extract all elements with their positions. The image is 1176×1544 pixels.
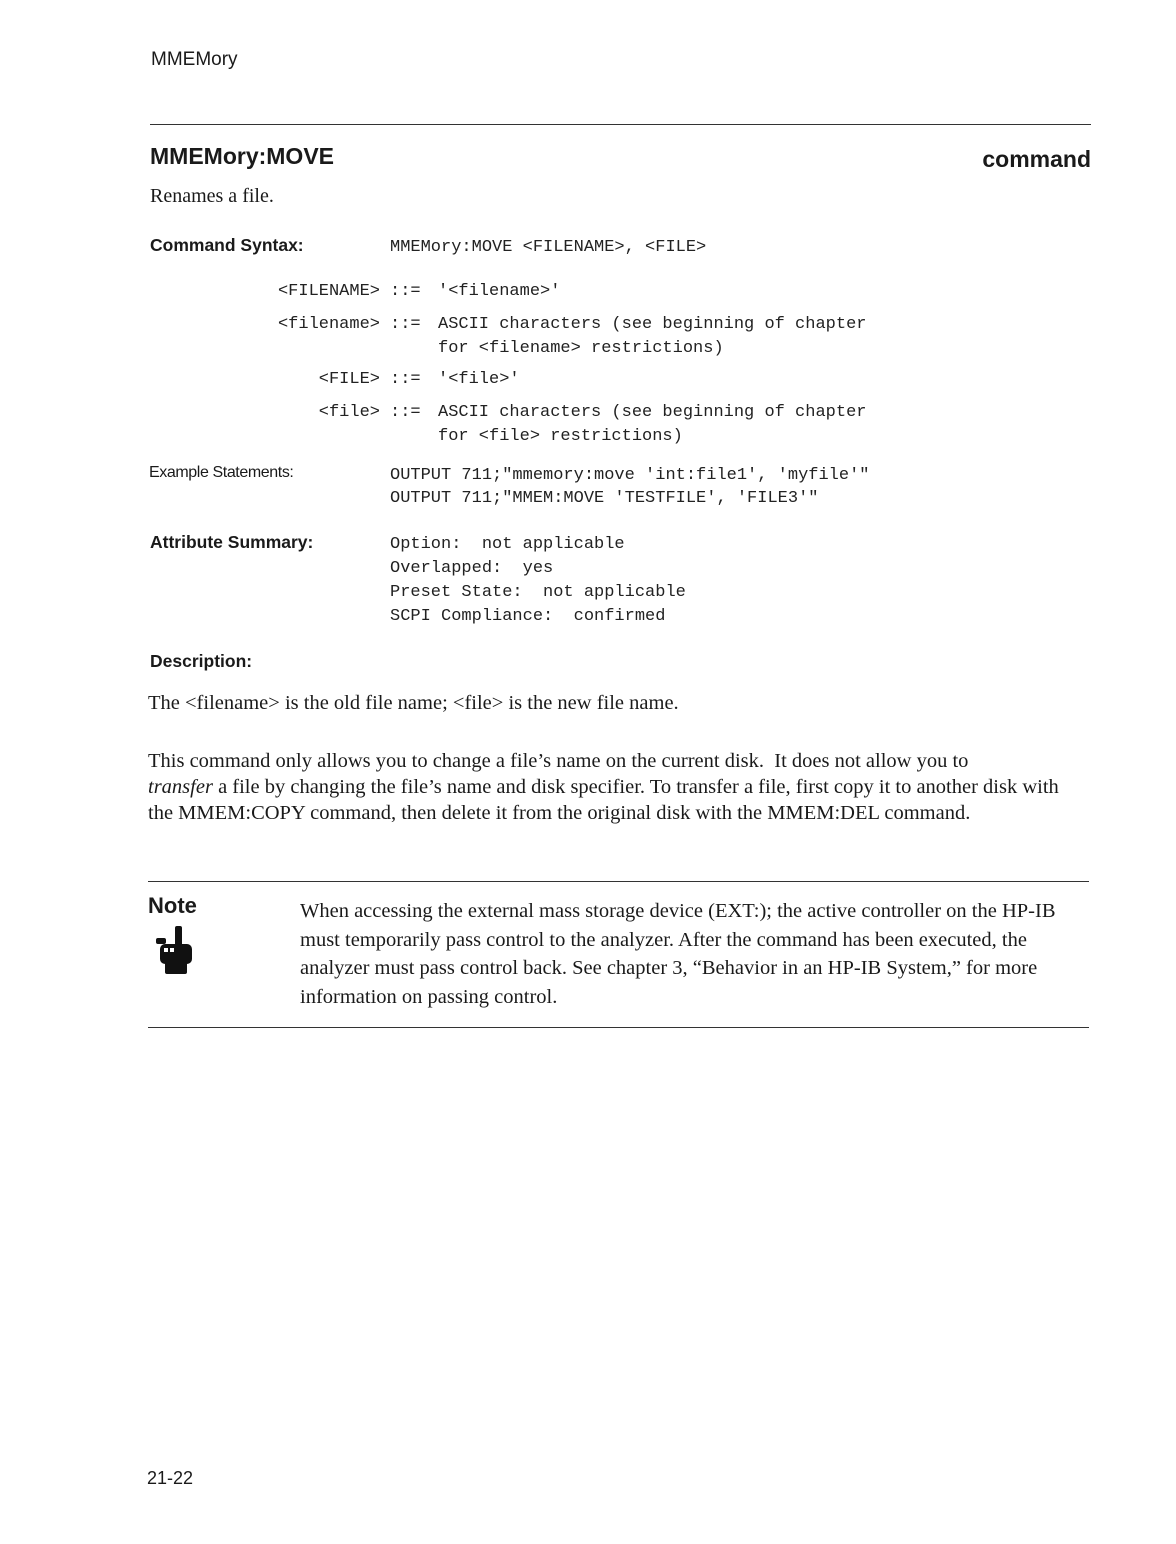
description-label: Description: xyxy=(150,651,253,671)
definition-term: <file> xyxy=(318,403,380,422)
definition-value-continued: for <file> restrictions) xyxy=(438,427,683,446)
command-syntax-label: Command Syntax: xyxy=(150,235,304,255)
example-statement: OUTPUT 711;"mmemory:move 'int:file1', 'myfile'" xyxy=(390,466,870,485)
attribute-line: SCPI Compliance: confirmed xyxy=(390,607,666,626)
command-syntax-value: MMEMory:MOVE <FILENAME>, <FILE> xyxy=(390,238,707,257)
definition-operator: ::= xyxy=(390,315,421,334)
command-type-label: command xyxy=(982,146,1091,172)
emphasis-transfer: transfer xyxy=(148,776,213,798)
attribute-line: Preset State: not applicable xyxy=(390,583,686,602)
definition-value: ASCII characters (see beginning of chapter xyxy=(438,403,867,422)
definition-value-continued: for <filename> restrictions) xyxy=(438,339,724,358)
example-statements-label: Example Statements: xyxy=(149,464,294,481)
pointing-hand-icon xyxy=(150,924,200,976)
top-rule xyxy=(150,124,1091,125)
definition-value: '<file>' xyxy=(438,370,520,389)
definition-term: <FILE> xyxy=(318,370,380,389)
command-title: MMEMory:MOVE xyxy=(150,143,334,169)
attribute-summary-label: Attribute Summary: xyxy=(150,532,314,552)
definition-operator: ::= xyxy=(390,370,421,389)
example-statement: OUTPUT 711;"MMEM:MOVE 'TESTFILE', 'FILE3'" xyxy=(390,489,819,508)
note-bottom-rule xyxy=(148,1027,1089,1028)
definition-value: ASCII characters (see beginning of chapter xyxy=(438,315,867,334)
note-top-rule xyxy=(148,881,1089,882)
attribute-line: Overlapped: yes xyxy=(390,559,554,578)
note-text: When accessing the external mass storage device (EXT:); the active controller on the HP-IB must temporarily pass control to the analyzer. After the command has been executed, the analyzer must pass control back. See chapter 3, “Behavior in an HP-IB System,” for more information on passing control. xyxy=(300,900,1056,1008)
definition-value: '<filename>' xyxy=(438,282,561,301)
description-paragraph-1: The <filename> is the old file name; <file> is the new file name. xyxy=(148,692,679,714)
definition-term: <FILENAME> xyxy=(277,282,380,301)
command-summary: Renames a file. xyxy=(150,185,274,207)
definition-operator: ::= xyxy=(390,282,421,301)
definition-operator: ::= xyxy=(390,403,421,422)
definition-term: <filename> xyxy=(277,315,380,334)
running-head: MMEMory xyxy=(151,49,238,70)
attribute-line: Option: not applicable xyxy=(390,535,625,554)
page-number: 21-22 xyxy=(147,1468,194,1488)
note-label: Note xyxy=(148,893,197,918)
description-paragraph-2: This command only allows you to change a file’s name on the current disk. It does not allow you to transfer a file by changing the file’s name and disk specifier. To transfer a file, first copy it to another disk with the MMEM:COPY command, then delete it from the original disk with the MMEM:DEL command. xyxy=(148,750,1059,824)
